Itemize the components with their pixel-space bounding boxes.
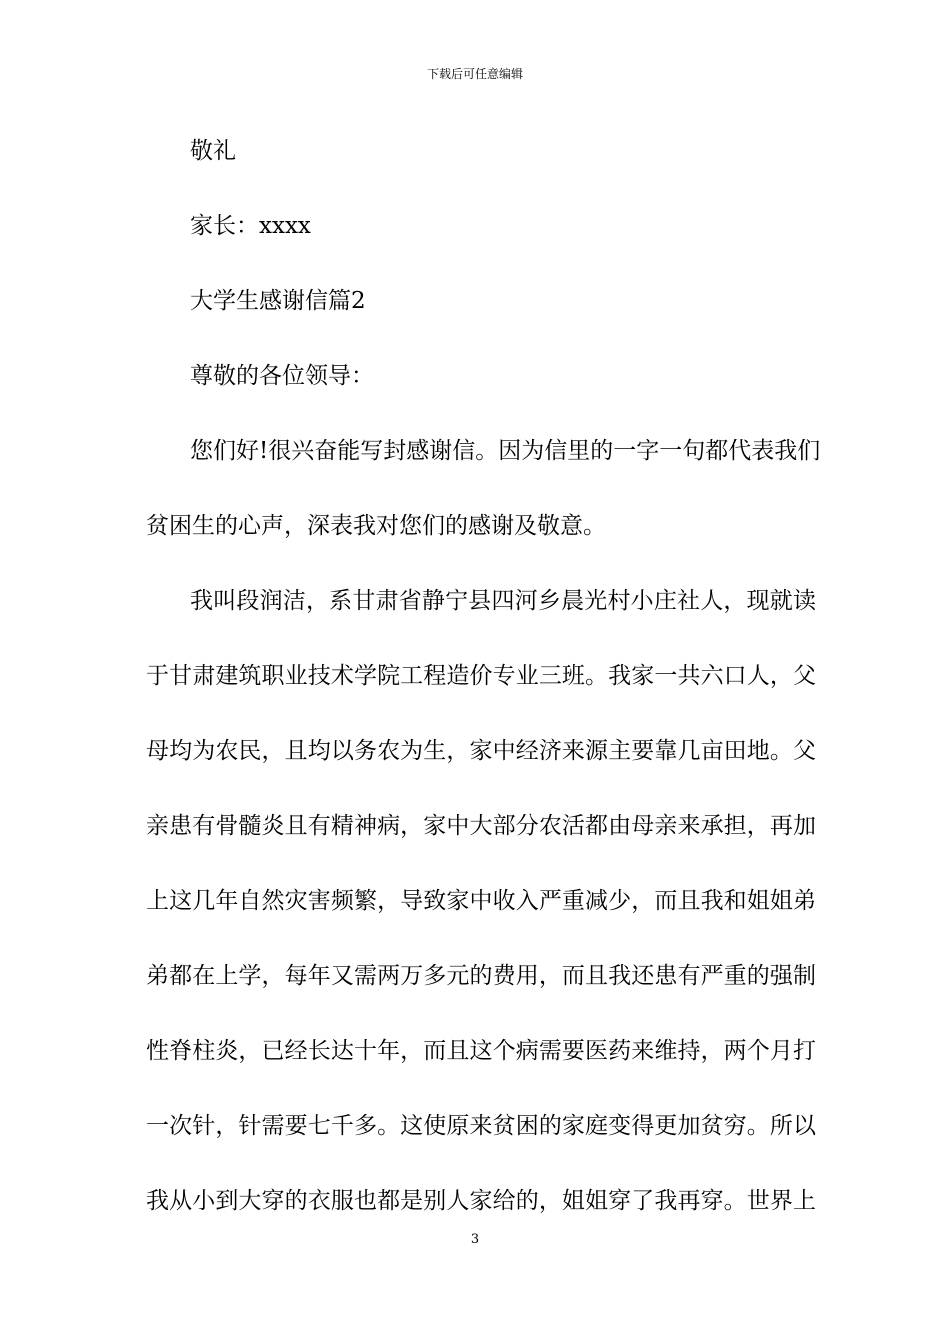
paragraph-line: 一次针，针需要七千多。这使原来贫困的家庭变得更加贫穷。所以: [146, 1113, 816, 1139]
paragraph-line: 我从小到大穿的衣服也都是别人家给的，姐姐穿了我再穿。世界上: [146, 1188, 816, 1214]
page-header: 下载后可任意编辑: [426, 67, 523, 81]
page-number: 3: [470, 1232, 480, 1247]
letter-greeting: 尊敬的各位领导：: [190, 363, 374, 389]
paragraph-line: 您们好!很兴奋能写封感谢信。因为信里的一字一句都代表我们: [190, 438, 821, 464]
paragraph-line: 性脊柱炎，已经长达十年，而且这个病需要医药来维持，两个月打: [146, 1038, 816, 1064]
paragraph-line: 我叫段润洁，系甘肃省静宁县四河乡晨光村小庄社人，现就读: [190, 588, 816, 614]
section-heading: 大学生感谢信篇2: [190, 288, 366, 314]
paragraph-line: 弟都在上学，每年又需两万多元的费用，而且我还患有严重的强制: [146, 963, 816, 989]
paragraph-line: 上这几年自然灾害频繁，导致家中收入严重减少，而且我和姐姐弟: [146, 888, 816, 914]
signature-line: 家长：xxxx: [190, 213, 311, 239]
closing-salutation: 敬礼: [190, 138, 236, 164]
paragraph-line: 贫困生的心声，深表我对您们的感谢及敬意。: [146, 513, 606, 539]
paragraph-line: 于甘肃建筑职业技术学院工程造价专业三班。我家一共六口人，父: [146, 663, 816, 689]
paragraph-line: 母均为农民，且均以务农为生，家中经济来源主要靠几亩田地。父: [146, 738, 816, 764]
paragraph-line: 亲患有骨髓炎且有精神病，家中大部分农活都由母亲来承担，再加: [146, 813, 816, 839]
